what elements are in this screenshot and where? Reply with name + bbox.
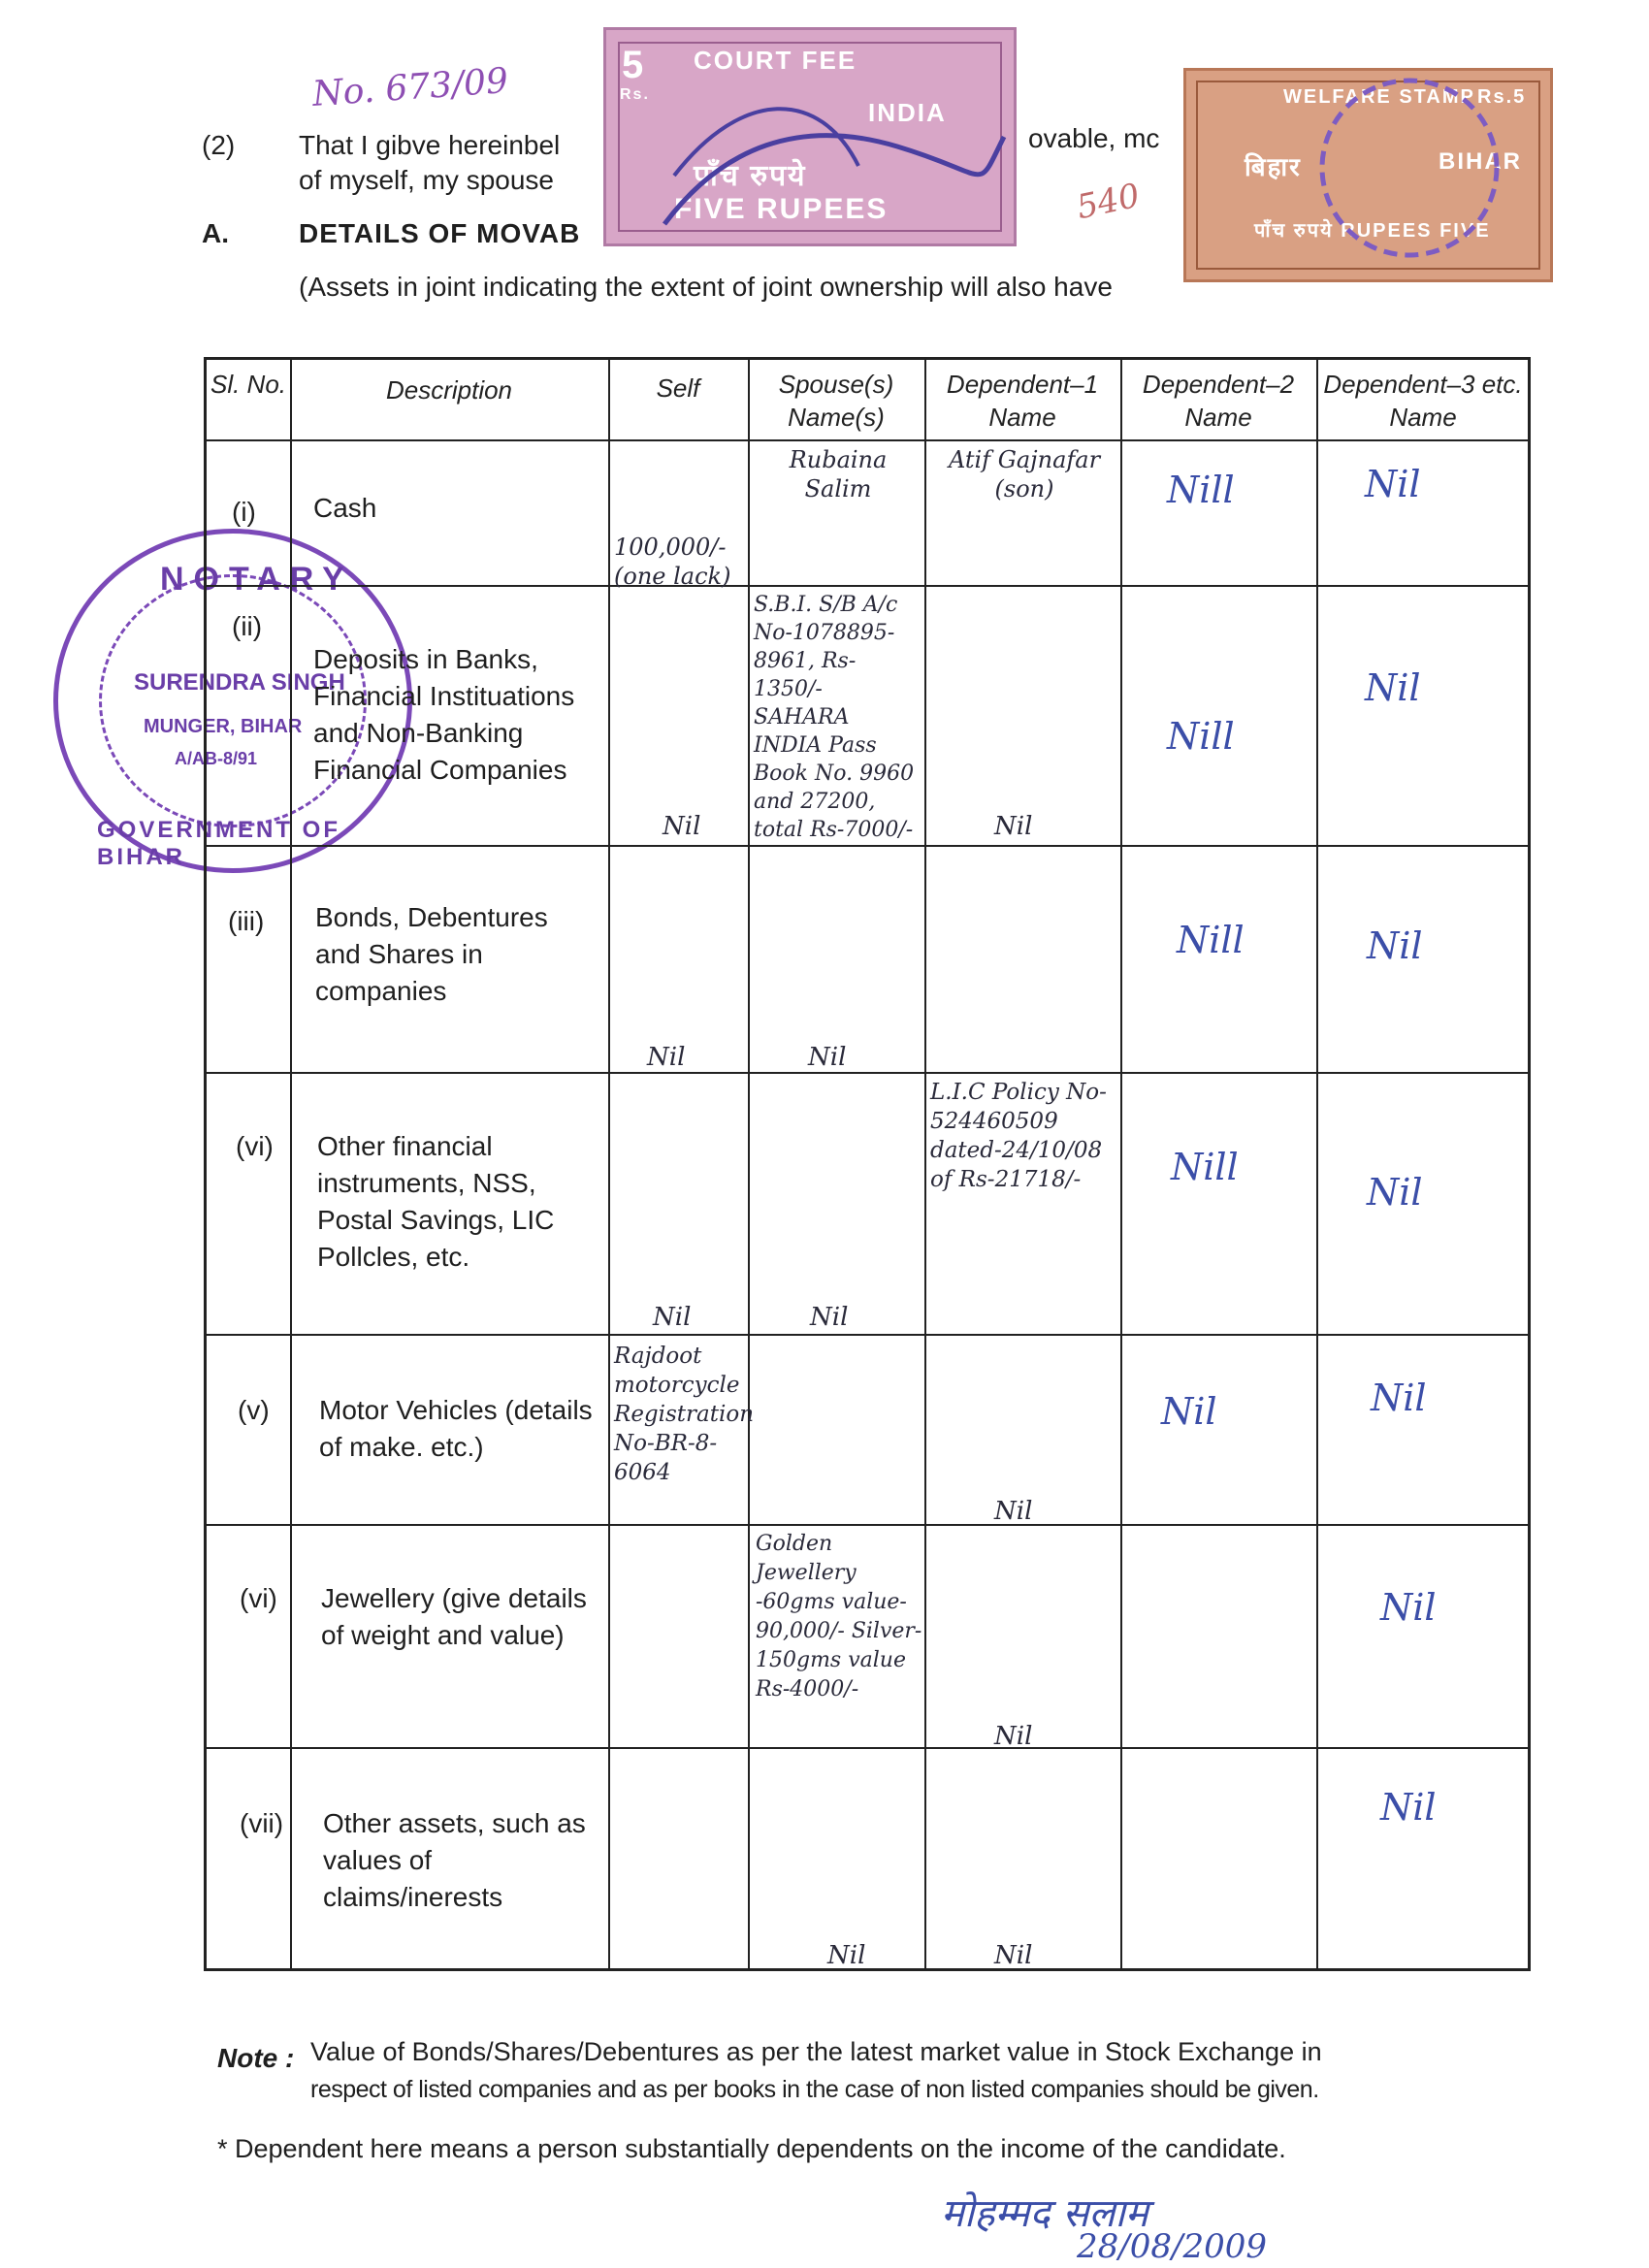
row-7-dependent-1: Nil bbox=[994, 1941, 1033, 1970]
row-4-dependent-2: Nill bbox=[1171, 1146, 1239, 1188]
note-text-line-2: respect of listed companies and as per books in the case of non listed companies should be given. bbox=[310, 2076, 1319, 2103]
row-2-spouse: S.B.I. S/B A/c No-1078895-8961, Rs-1350/- SAHARA INDIA Pass Book No. 9960 and 27200, total Rs-7000/- bbox=[754, 593, 915, 842]
row-2-sl: (ii) bbox=[232, 611, 263, 641]
court-fee-bottom-text: FIVE RUPEES bbox=[674, 193, 889, 225]
row-3-spouse: Nil bbox=[808, 1043, 847, 1072]
annotation-number: No. 673/09 bbox=[310, 61, 510, 114]
row-6-spouse: Golden Jewellery -60gms value-90,000/- Silver-150gms value Rs-4000/- bbox=[756, 1532, 922, 1701]
header-spouse: Spouse(s) Name(s) bbox=[778, 370, 894, 432]
header-self: Self bbox=[656, 373, 700, 403]
header-sl-no: Sl. No. bbox=[210, 370, 287, 399]
row-6-description: Jewellery (give details of weight and value) bbox=[321, 1583, 587, 1650]
signature-date: 28/08/2009 bbox=[1077, 2227, 1267, 2266]
row-4-self: Nil bbox=[653, 1303, 692, 1332]
section-title: DETAILS OF MOVAB bbox=[299, 218, 581, 248]
paragraph-line-1a: That I gibve hereinbel bbox=[299, 130, 561, 160]
header-dependent-1: Dependent–1 Name bbox=[946, 370, 1099, 432]
paragraph-line-2: of myself, my spouse bbox=[299, 165, 554, 195]
row-2-dependent-3: Nil bbox=[1365, 666, 1421, 709]
row-4-sl: (vi) bbox=[236, 1131, 274, 1161]
row-5-dependent-3: Nil bbox=[1371, 1377, 1427, 1419]
row-6-dependent-3: Nil bbox=[1380, 1586, 1437, 1629]
welfare-stamp bbox=[1183, 68, 1553, 282]
row-6-dependent-1: Nil bbox=[994, 1722, 1033, 1751]
court-fee-top-text: COURT FEE bbox=[694, 46, 857, 75]
paragraph-line-1b: ovable, mc bbox=[1028, 123, 1160, 153]
row-4-description: Other financial instruments, NSS, Postal Savings, LIC Pollcles, etc. bbox=[317, 1131, 555, 1272]
row-1-dependent-2: Nill bbox=[1167, 469, 1235, 511]
court-fee-country: INDIA bbox=[868, 98, 947, 127]
welfare-top-text: WELFARE STAMP bbox=[1283, 86, 1475, 108]
row-5-description: Motor Vehicles (details of make. etc.) bbox=[319, 1395, 593, 1462]
row-5-dependent-2: Nil bbox=[1161, 1390, 1217, 1433]
row-3-dependent-2: Nill bbox=[1177, 919, 1245, 961]
row-3-sl: (iii) bbox=[228, 906, 265, 936]
row-4-spouse: Nil bbox=[810, 1303, 849, 1332]
header-description: Description bbox=[385, 375, 513, 405]
row-1-sl: (i) bbox=[232, 497, 256, 527]
row-1-spouse: Rubaina Salim bbox=[789, 446, 888, 502]
row-5-sl: (v) bbox=[238, 1395, 270, 1425]
welfare-state: BIHAR bbox=[1439, 148, 1522, 175]
note-text-line-1: Value of Bonds/Shares/Debentures as per the latest market value in Stock Exchange in bbox=[310, 2037, 1322, 2066]
row-2-dependent-1: Nil bbox=[994, 812, 1033, 841]
seal-bottom-text: GOVERNMENT OF BIHAR bbox=[97, 817, 341, 870]
row-1-self: 100,000/- (one lack) bbox=[614, 534, 731, 590]
seal-registration: A/AB-8/91 bbox=[175, 749, 258, 768]
court-fee-rs: Rs. bbox=[620, 86, 650, 103]
section-letter: A. bbox=[202, 218, 229, 248]
margin-mark: 540 bbox=[1073, 176, 1144, 228]
row-3-self: Nil bbox=[647, 1043, 686, 1072]
signature: मोहम्मद सलाम bbox=[941, 2191, 1148, 2236]
row-2-description: Deposits in Banks, Financial Instituations and Non-Banking Financial Companies bbox=[313, 644, 575, 785]
row-7-sl: (vii) bbox=[240, 1808, 284, 1838]
court-fee-overmark-icon bbox=[606, 30, 1014, 243]
row-7-spouse: Nil bbox=[827, 1941, 866, 1970]
row-1-dependent-1: Atif Gajnafar (son) bbox=[948, 446, 1101, 502]
welfare-bottom-text: पाँच रुपये RUPEES FIVE bbox=[1254, 220, 1491, 242]
row-4-dependent-1: L.I.C Policy No-524460509 dated-24/10/08 of Rs-21718/- bbox=[930, 1080, 1107, 1192]
row-5-dependent-1: Nil bbox=[994, 1497, 1033, 1526]
welfare-value: Rs.5 bbox=[1477, 86, 1527, 108]
row-2-self: Nil bbox=[663, 812, 701, 841]
section-note: (Assets in joint indicating the extent of joint ownership will also have bbox=[299, 272, 1113, 302]
dependent-note: * Dependent here means a person substantially dependents on the income of the candidate. bbox=[217, 2134, 1286, 2163]
row-7-dependent-3: Nil bbox=[1380, 1786, 1437, 1829]
header-dependent-3: Dependent–3 etc. Name bbox=[1323, 370, 1523, 432]
welfare-hindi: बिहार bbox=[1245, 152, 1302, 181]
paragraph-number: (2) bbox=[202, 130, 236, 160]
row-2-dependent-2: Nill bbox=[1167, 715, 1235, 758]
seal-top-text: NOTARY bbox=[160, 561, 354, 598]
row-3-description: Bonds, Debentures and Shares in companies bbox=[315, 902, 548, 1006]
row-1-description: Cash bbox=[313, 493, 377, 523]
header-dependent-2: Dependent–2 Name bbox=[1142, 370, 1295, 432]
row-5-self: Rajdoot motorcycle Registration No-BR-8-6064 bbox=[614, 1344, 755, 1485]
court-fee-value: 5 bbox=[622, 44, 646, 86]
assets-table bbox=[204, 357, 1531, 1971]
court-fee-stamp bbox=[603, 27, 1017, 246]
seal-place: MUNGER, BIHAR bbox=[144, 716, 303, 737]
note-label: Note : bbox=[217, 2043, 295, 2073]
welfare-overmark-icon bbox=[1186, 71, 1550, 279]
row-7-description: Other assets, such as values of claims/inerests bbox=[323, 1808, 586, 1912]
row-1-dependent-3: Nil bbox=[1365, 463, 1421, 505]
row-6-sl: (vi) bbox=[240, 1583, 277, 1613]
row-3-dependent-3: Nil bbox=[1367, 924, 1423, 967]
row-4-dependent-3: Nil bbox=[1367, 1171, 1423, 1214]
court-fee-hindi: पाँच रुपये bbox=[694, 160, 807, 192]
seal-name: SURENDRA SINGH bbox=[134, 669, 345, 696]
